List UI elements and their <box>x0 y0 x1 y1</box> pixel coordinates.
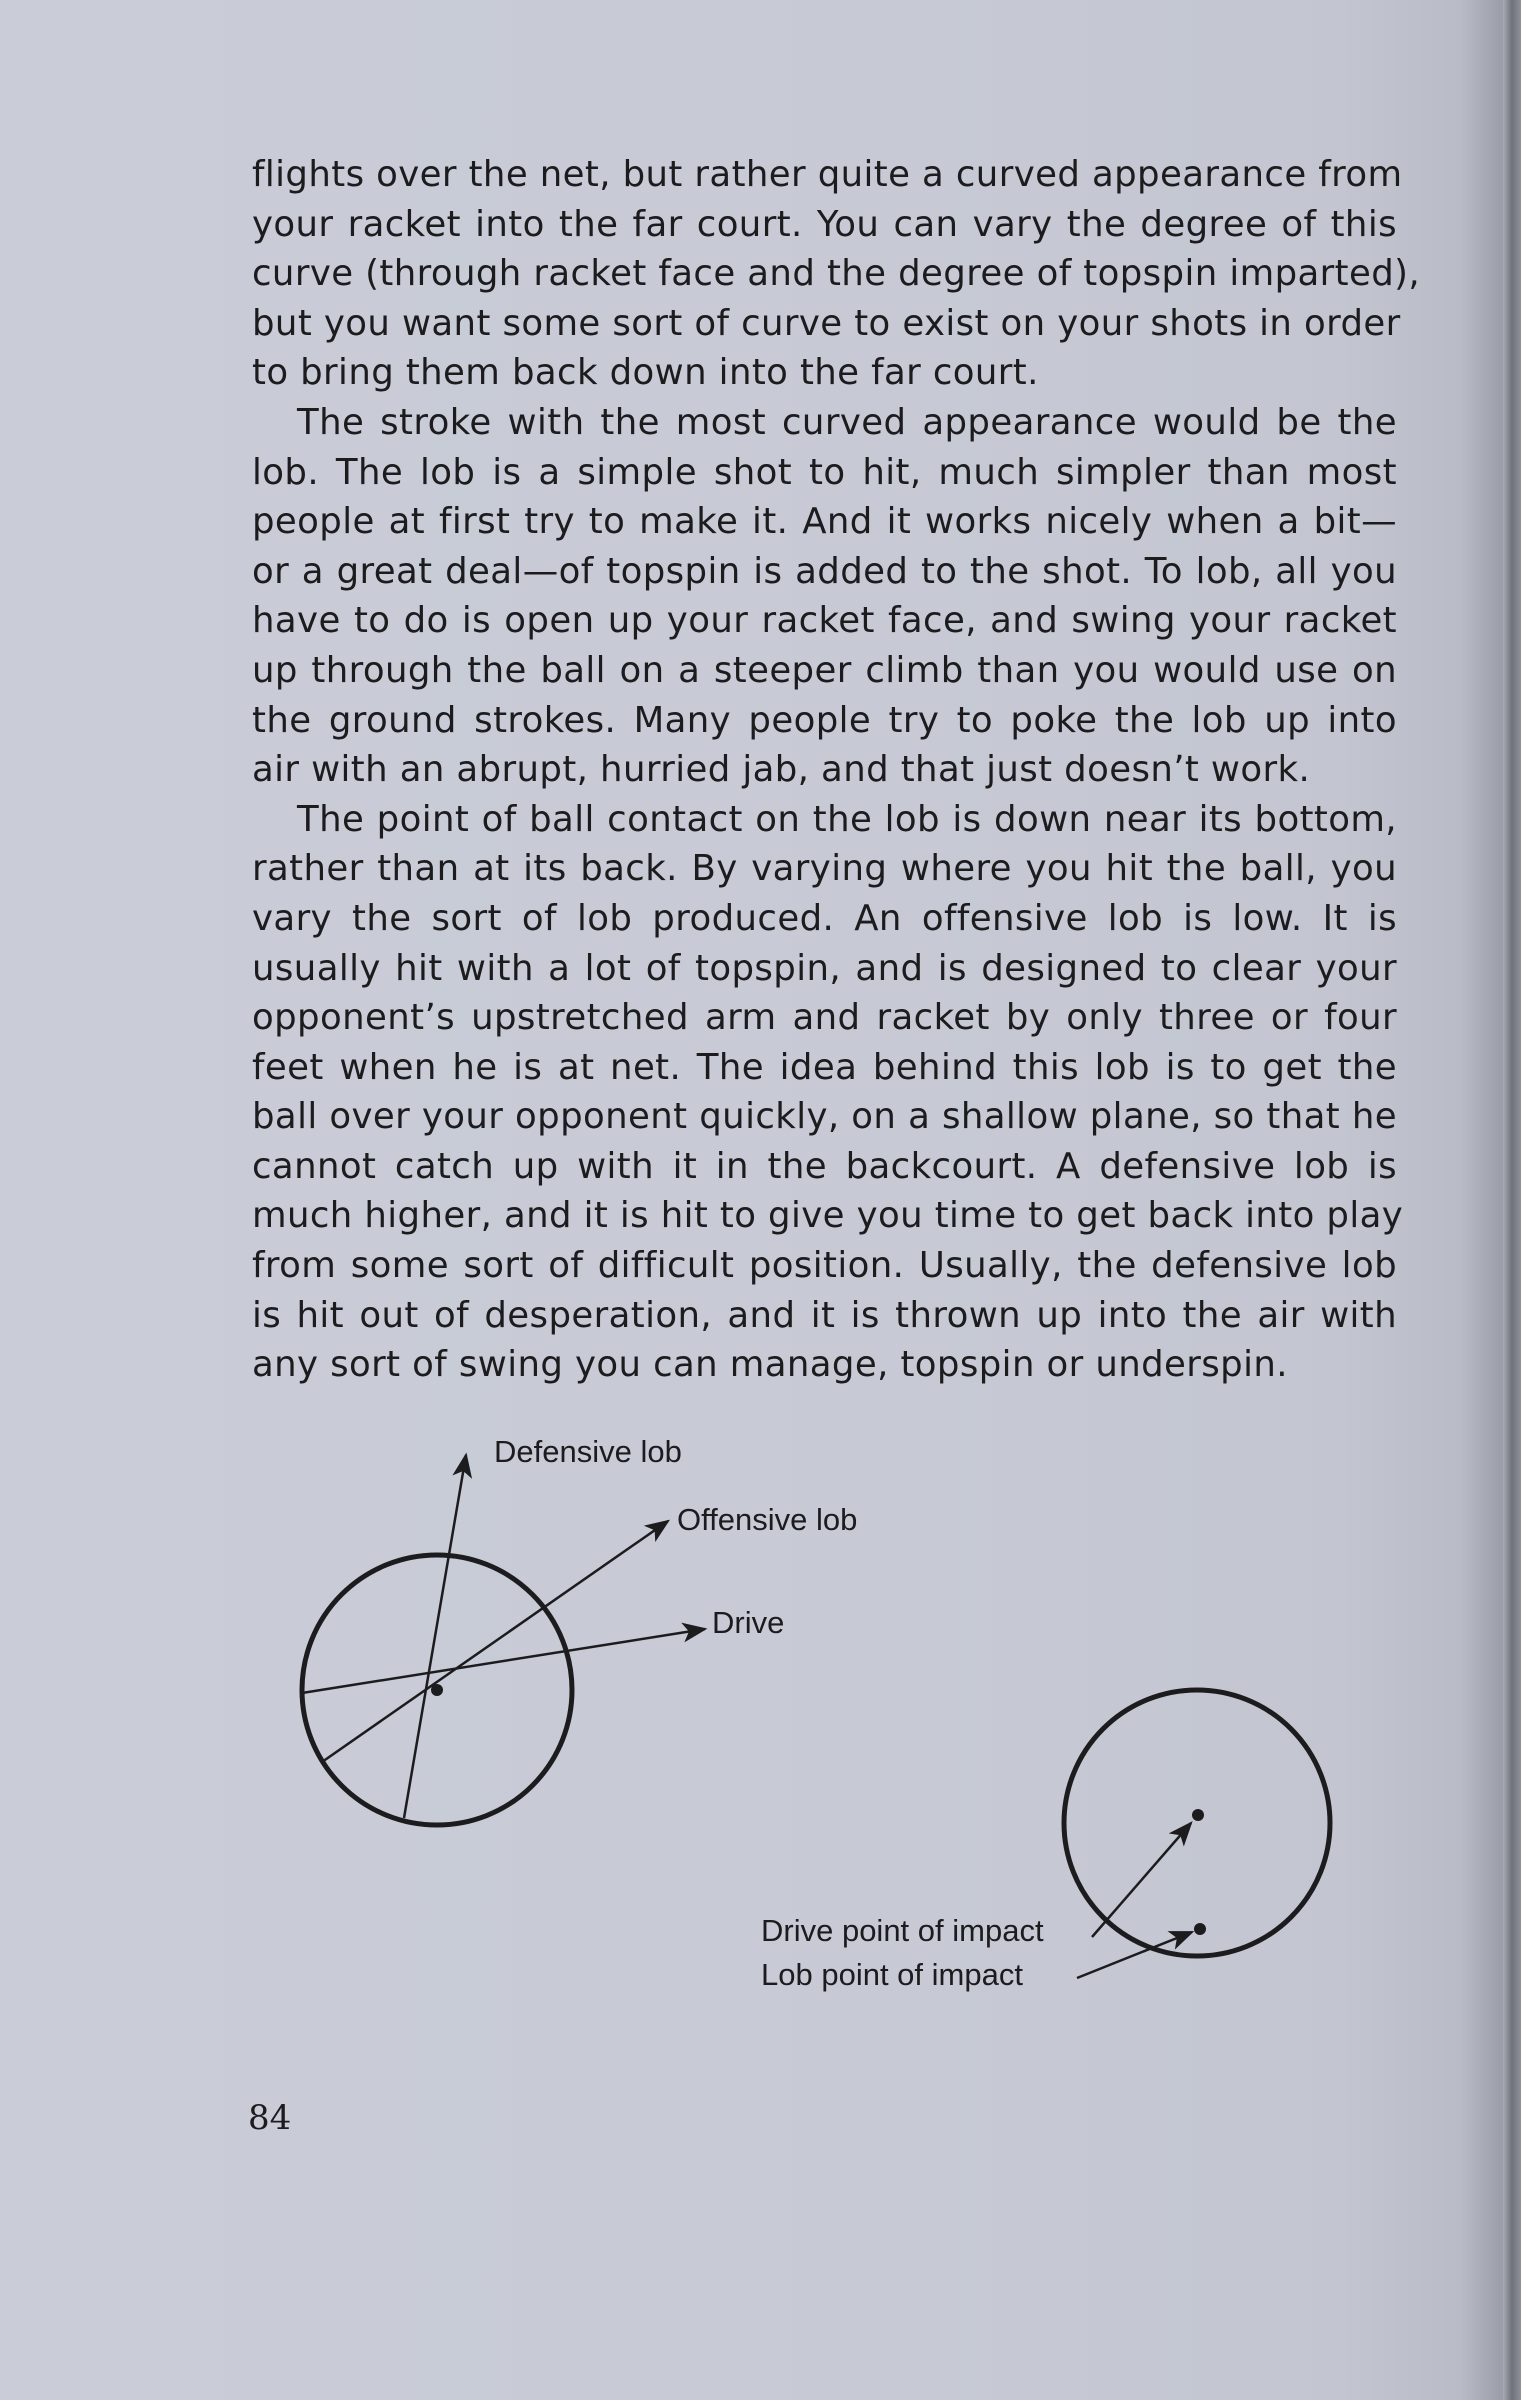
defensive-lob-arrow <box>404 1455 466 1818</box>
ball-trajectories-diagram <box>302 1434 857 1825</box>
offensive-lob-label: Offensive lob <box>677 1502 858 1537</box>
text-line: but you want some sort of curve to exist on your shots in order <box>252 302 1401 344</box>
text-line: your racket into the far court. You can vary the degree of this <box>252 203 1397 245</box>
offensive-lob-arrow <box>322 1521 668 1762</box>
text-line: from some sort of difficult position. Usually, the defensive lob <box>252 1245 1397 1287</box>
text-line: up through the ball on a steeper climb than you would use on <box>252 649 1397 691</box>
text-line: The point of ball contact on the lob is down near its bottom, <box>297 798 1397 840</box>
impact-points-diagram <box>761 1690 1330 1992</box>
drive-impact-pointer <box>1092 1823 1191 1937</box>
text-line: much higher, and it is hit to give you time to get back into play <box>252 1195 1404 1237</box>
text-line: curve (through racket face and the degree of topspin imparted), <box>252 253 1421 295</box>
text-line: vary the sort of lob produced. An offensive lob is low. It is <box>252 897 1397 939</box>
page-number: 84 <box>248 2098 292 2138</box>
ball-outline <box>1064 1690 1330 1956</box>
text-line: is hit out of desperation, and it is thrown up into the air with <box>252 1294 1397 1336</box>
text-line: usually hit with a lot of topspin, and is designed to clear your <box>252 947 1397 989</box>
text-line: air with an abrupt, hurried jab, and that just doesn’t work. <box>252 749 1311 791</box>
text-line: have to do is open up your racket face, and swing your racket <box>252 600 1397 642</box>
drive-impact-dot <box>1192 1809 1204 1821</box>
lob-point-label: Lob point of impact <box>761 1957 1023 1992</box>
text-line: ball over your opponent quickly, on a shallow plane, so that he <box>252 1096 1397 1138</box>
drive-arrow <box>302 1629 705 1693</box>
text-line: rather than at its back. By varying where you hit the ball, you <box>252 848 1397 890</box>
lob-impact-dot <box>1194 1923 1206 1935</box>
text-line: people at first try to make it. And it works nicely when a bit— <box>252 501 1397 543</box>
drive-label: Drive <box>712 1605 785 1640</box>
text-line: flights over the net, but rather quite a curved appearance from <box>252 154 1403 195</box>
defensive-lob-label: Defensive lob <box>494 1434 682 1469</box>
text-line: The stroke with the most curved appearance would be the <box>297 401 1397 443</box>
drive-point-label: Drive point of impact <box>761 1913 1044 1948</box>
text-line: any sort of swing you can manage, topspin or underspin. <box>252 1344 1288 1386</box>
text-line: lob. The lob is a simple shot to hit, much simpler than most <box>252 451 1397 493</box>
text-line: feet when he is at net. The idea behind this lob is to get the <box>252 1046 1397 1088</box>
text-line: or a great deal—of topspin is added to the shot. To lob, all you <box>252 550 1397 592</box>
text-line: the ground strokes. Many people try to poke the lob up into <box>252 699 1397 741</box>
text-line: opponent’s upstretched arm and racket by only three or four <box>252 997 1397 1039</box>
text-line: cannot catch up with it in the backcourt. A defensive lob is <box>252 1145 1397 1187</box>
text-line: to bring them back down into the far court. <box>252 352 1039 394</box>
